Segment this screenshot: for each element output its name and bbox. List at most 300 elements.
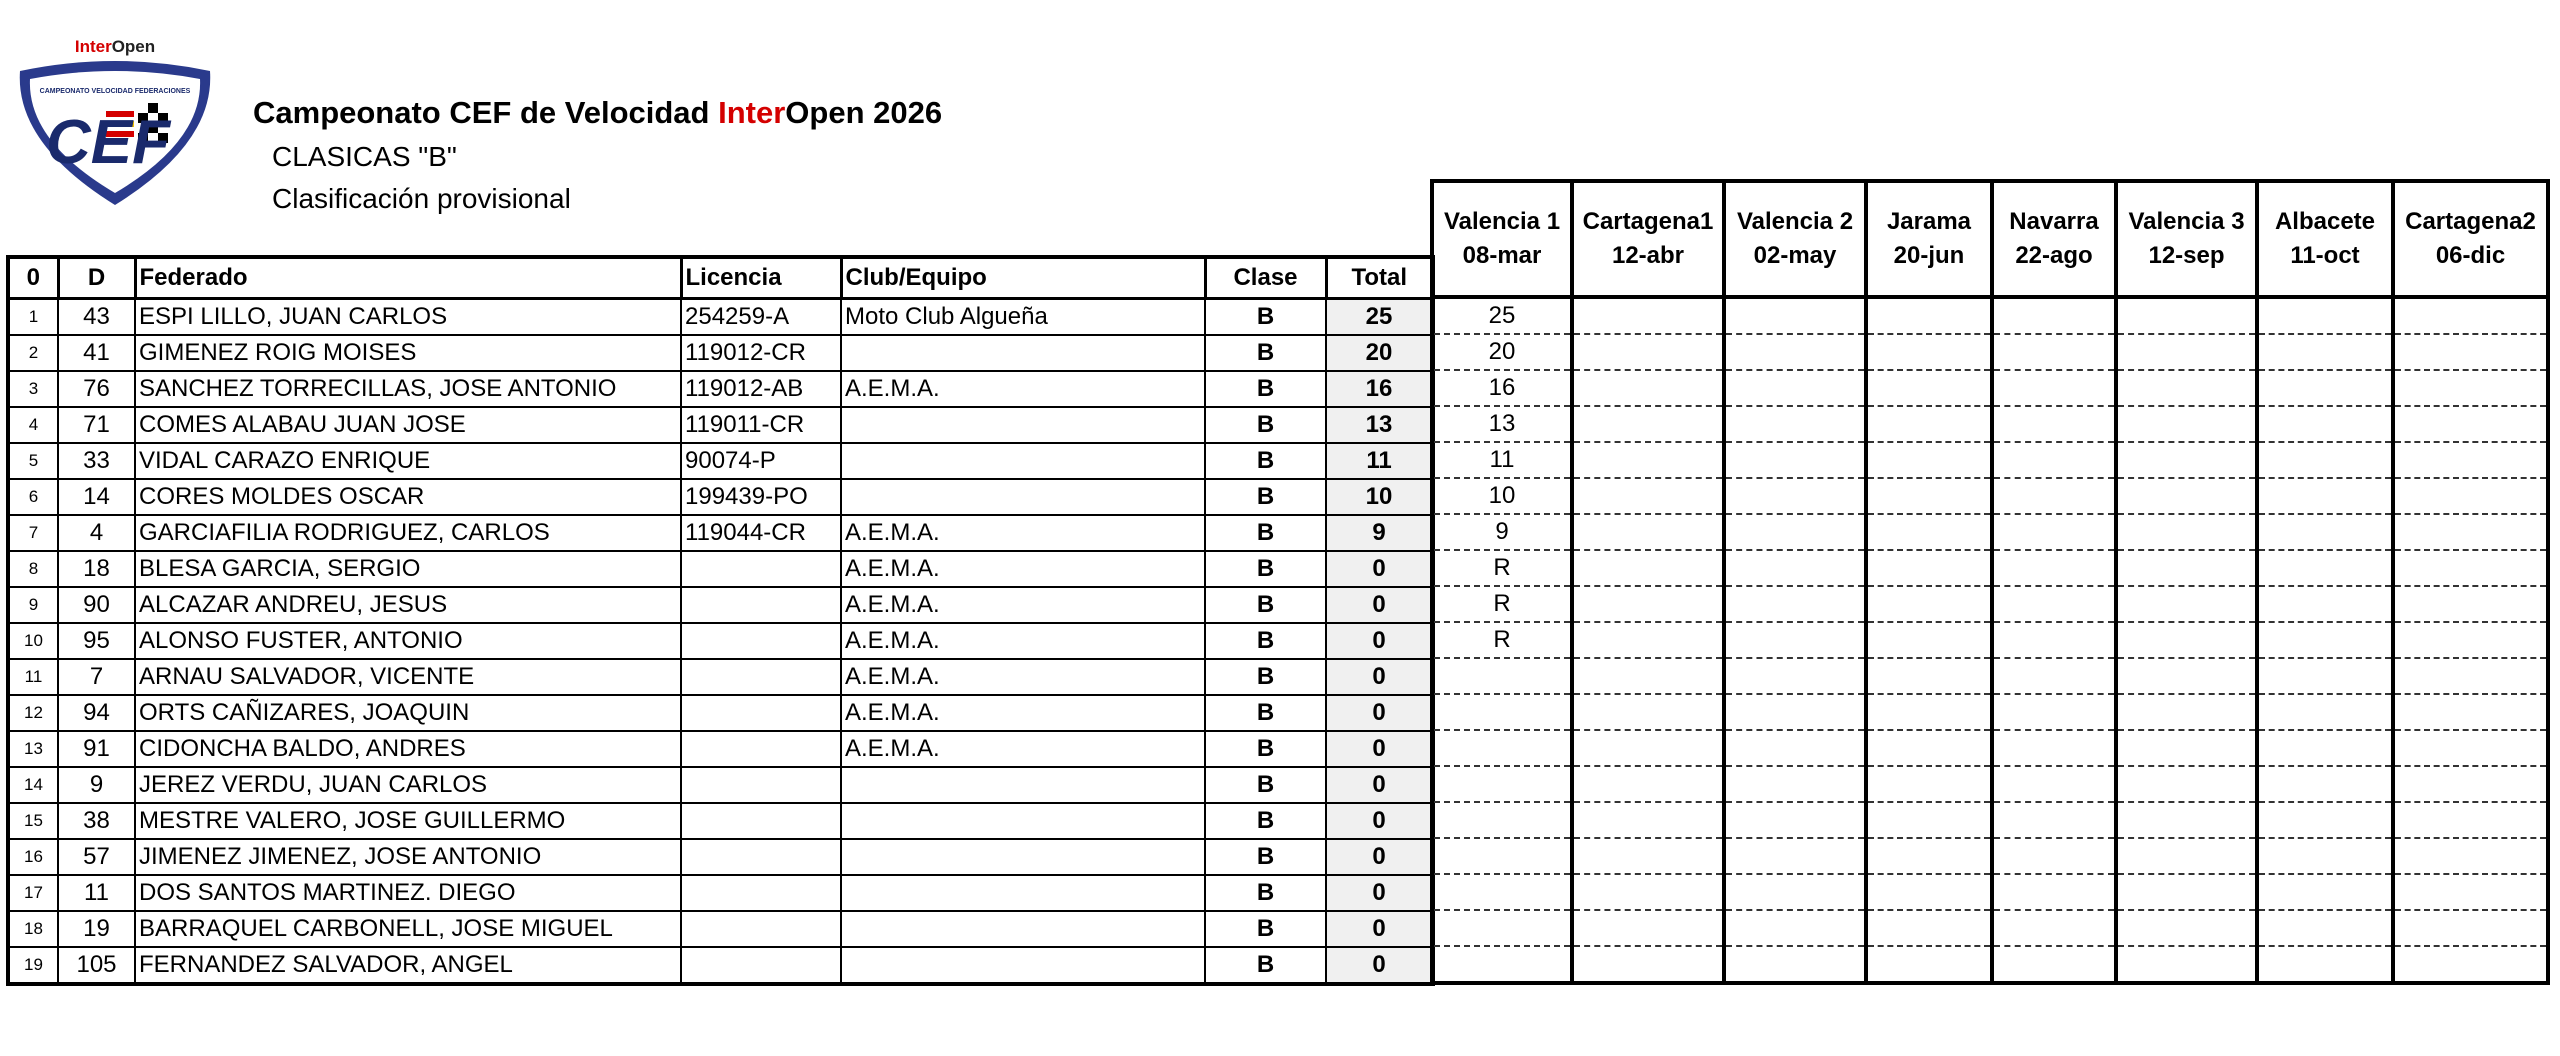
- cell-clase: B: [1205, 515, 1326, 551]
- table-row: [8, 659, 1433, 695]
- event-name: Valencia 1: [1443, 208, 1561, 235]
- event-result-cell: [1866, 874, 1992, 910]
- event-result-cell: [2116, 838, 2257, 874]
- cell-clase: B: [1205, 947, 1326, 984]
- event-result-cell: [1992, 658, 2116, 694]
- cell-licencia: 119044-CR: [681, 515, 841, 551]
- event-result-cell: [2257, 514, 2393, 550]
- event-result-cell: [2116, 766, 2257, 802]
- event-date: 06-dic: [2435, 242, 2506, 269]
- event-results-row: [1432, 297, 2548, 334]
- event-header: [1992, 181, 2116, 297]
- event-result-cell: [1724, 514, 1866, 550]
- event-result-cell: [2257, 910, 2393, 946]
- cell-clase: B: [1205, 335, 1326, 371]
- event-result-cell: [2116, 694, 2257, 730]
- cell-position: 17: [8, 875, 58, 911]
- event-result-cell: [2393, 478, 2548, 514]
- cell-dorsal: 4: [58, 515, 135, 551]
- event-result-cell: [1724, 406, 1866, 442]
- cell-club: A.E.M.A.: [841, 551, 1205, 587]
- cell-dorsal: 11: [58, 875, 135, 911]
- cell-licencia: [681, 839, 841, 875]
- cell-clase: B: [1205, 875, 1326, 911]
- event-results-row: [1432, 550, 2548, 586]
- event-result-cell: [1572, 658, 1724, 694]
- cell-total: 0: [1326, 839, 1433, 875]
- cell-dorsal: 14: [58, 479, 135, 515]
- col-header-pos: 0: [8, 257, 58, 299]
- event-result-cell: [1866, 514, 1992, 550]
- event-result-cell: [2116, 622, 2257, 658]
- cell-dorsal: 90: [58, 587, 135, 623]
- event-result-cell: [1992, 622, 2116, 658]
- event-header: [1724, 181, 1866, 297]
- event-result-cell: R: [1432, 586, 1572, 622]
- cell-total: 0: [1326, 587, 1433, 623]
- event-result-cell: [1432, 946, 1572, 983]
- table-row: [8, 551, 1433, 587]
- cef-interopen-logo: [10, 33, 220, 213]
- cell-club: [841, 839, 1205, 875]
- event-result-cell: [1992, 478, 2116, 514]
- cell-total: 16: [1326, 371, 1433, 407]
- event-result-cell: [1992, 946, 2116, 983]
- event-result-cell: [1866, 370, 1992, 406]
- event-result-cell: R: [1432, 622, 1572, 658]
- cell-position: 16: [8, 839, 58, 875]
- event-result-cell: [1992, 297, 2116, 334]
- event-date: 20-jun: [1893, 242, 1965, 269]
- cell-dorsal: 76: [58, 371, 135, 407]
- event-name: Valencia 2: [1736, 208, 1854, 235]
- cell-dorsal: 19: [58, 911, 135, 947]
- event-result-cell: [1572, 297, 1724, 334]
- event-result-cell: [1992, 586, 2116, 622]
- event-result-cell: [1866, 442, 1992, 478]
- event-result-cell: [1724, 874, 1866, 910]
- cell-federado: ESPI LILLO, JUAN CARLOS: [135, 299, 681, 336]
- table-row: [8, 947, 1433, 984]
- table-row: [8, 839, 1433, 875]
- cell-dorsal: 105: [58, 947, 135, 984]
- event-result-cell: [2393, 550, 2548, 586]
- cell-licencia: [681, 587, 841, 623]
- event-result-cell: [1724, 297, 1866, 334]
- event-result-cell: [2116, 658, 2257, 694]
- event-header: [1572, 181, 1724, 297]
- cell-club: A.E.M.A.: [841, 587, 1205, 623]
- title-part-2: Open 2026: [785, 95, 943, 130]
- event-result-cell: [1992, 406, 2116, 442]
- table-row: [8, 299, 1433, 336]
- event-result-cell: [1866, 910, 1992, 946]
- cell-licencia: [681, 623, 841, 659]
- event-result-cell: [1866, 550, 1992, 586]
- table-row: [8, 335, 1433, 371]
- cell-federado: SANCHEZ TORRECILLAS, JOSE ANTONIO: [135, 371, 681, 407]
- event-results-row: [1432, 874, 2548, 910]
- col-header-club: Club/Equipo: [841, 257, 1205, 299]
- cell-club: [841, 875, 1205, 911]
- cell-federado: JEREZ VERDU, JUAN CARLOS: [135, 767, 681, 803]
- event-result-cell: [2393, 658, 2548, 694]
- event-result-cell: [1724, 946, 1866, 983]
- cell-federado: ALONSO FUSTER, ANTONIO: [135, 623, 681, 659]
- event-results-row: [1432, 730, 2548, 766]
- event-name: Valencia 3: [2128, 208, 2245, 235]
- event-result-cell: [1992, 334, 2116, 370]
- cell-licencia: 119012-CR: [681, 335, 841, 371]
- status-subtitle: Clasificación provisional: [272, 183, 571, 214]
- cell-club: A.E.M.A.: [841, 623, 1205, 659]
- event-date: 12-abr: [1611, 242, 1685, 269]
- cell-position: 15: [8, 803, 58, 839]
- table-header-row: [8, 257, 1433, 299]
- cell-dorsal: 41: [58, 335, 135, 371]
- cell-clase: B: [1205, 479, 1326, 515]
- cell-clase: B: [1205, 443, 1326, 479]
- event-result-cell: [2116, 442, 2257, 478]
- cell-federado: VIDAL CARAZO ENRIQUE: [135, 443, 681, 479]
- cell-position: 12: [8, 695, 58, 731]
- event-result-cell: 13: [1432, 406, 1572, 442]
- event-result-cell: [1572, 406, 1724, 442]
- logo-cef-text: CEF: [46, 108, 170, 177]
- cell-federado: BLESA GARCIA, SERGIO: [135, 551, 681, 587]
- event-result-cell: [2393, 334, 2548, 370]
- cell-position: 1: [8, 299, 58, 336]
- col-header-federado: Federado: [135, 257, 681, 299]
- cell-total: 0: [1326, 695, 1433, 731]
- event-result-cell: [1866, 838, 1992, 874]
- event-result-cell: [1866, 658, 1992, 694]
- event-result-cell: [1572, 874, 1724, 910]
- cell-dorsal: 33: [58, 443, 135, 479]
- event-results-row: [1432, 514, 2548, 550]
- event-results-row: [1432, 802, 2548, 838]
- event-date: 02-may: [1753, 242, 1837, 269]
- event-result-cell: [1724, 694, 1866, 730]
- cell-club: A.E.M.A.: [841, 371, 1205, 407]
- event-result-cell: [2257, 874, 2393, 910]
- cell-federado: GARCIAFILIA RODRIGUEZ, CARLOS: [135, 515, 681, 551]
- event-result-cell: [2393, 910, 2548, 946]
- table-row: [8, 695, 1433, 731]
- event-result-cell: [2393, 874, 2548, 910]
- cell-clase: B: [1205, 371, 1326, 407]
- cell-licencia: 119011-CR: [681, 407, 841, 443]
- event-result-cell: [1992, 730, 2116, 766]
- event-name: Albacete: [2274, 208, 2376, 235]
- event-result-cell: [1992, 694, 2116, 730]
- event-result-cell: [1724, 766, 1866, 802]
- event-result-cell: [1724, 370, 1866, 406]
- event-result-cell: [1572, 514, 1724, 550]
- col-header-total: Total: [1326, 257, 1433, 299]
- event-result-cell: [2393, 622, 2548, 658]
- cell-total: 0: [1326, 947, 1433, 984]
- event-result-cell: [2116, 730, 2257, 766]
- event-results-row: [1432, 658, 2548, 694]
- cell-total: 13: [1326, 407, 1433, 443]
- cell-dorsal: 7: [58, 659, 135, 695]
- cell-total: 0: [1326, 623, 1433, 659]
- cell-clase: B: [1205, 695, 1326, 731]
- cell-licencia: [681, 803, 841, 839]
- event-result-cell: [1992, 766, 2116, 802]
- cell-licencia: [681, 695, 841, 731]
- cell-total: 25: [1326, 299, 1433, 336]
- cell-dorsal: 95: [58, 623, 135, 659]
- event-result-cell: [1866, 334, 1992, 370]
- event-result-cell: [1724, 838, 1866, 874]
- event-result-cell: [1432, 766, 1572, 802]
- event-result-cell: 16: [1432, 370, 1572, 406]
- logo-open-text: Open: [111, 37, 156, 56]
- event-result-cell: [1432, 838, 1572, 874]
- event-result-cell: [1572, 730, 1724, 766]
- cell-licencia: [681, 875, 841, 911]
- cell-club: [841, 767, 1205, 803]
- event-results-row: [1432, 370, 2548, 406]
- cell-federado: CIDONCHA BALDO, ANDRES: [135, 731, 681, 767]
- event-result-cell: [2116, 370, 2257, 406]
- cell-position: 18: [8, 911, 58, 947]
- event-result-cell: [1992, 550, 2116, 586]
- cell-club: A.E.M.A.: [841, 695, 1205, 731]
- event-result-cell: [2116, 334, 2257, 370]
- cell-federado: COMES ALABAU JUAN JOSE: [135, 407, 681, 443]
- event-result-cell: [1432, 694, 1572, 730]
- event-header: [1432, 181, 1572, 297]
- cell-club: [841, 335, 1205, 371]
- cell-dorsal: 18: [58, 551, 135, 587]
- col-header-clase: Clase: [1205, 257, 1326, 299]
- cell-clase: B: [1205, 767, 1326, 803]
- event-results-row: [1432, 946, 2548, 983]
- logo-ring-text: CAMPEONATO VELOCIDAD FEDERACIONES: [39, 88, 191, 95]
- cell-total: 0: [1326, 731, 1433, 767]
- event-name: Cartagena1: [1582, 208, 1714, 235]
- event-results-row: [1432, 334, 2548, 370]
- event-results-row: [1432, 442, 2548, 478]
- cell-licencia: [681, 551, 841, 587]
- cell-federado: BARRAQUEL CARBONELL, JOSE MIGUEL: [135, 911, 681, 947]
- event-result-cell: [1724, 478, 1866, 514]
- event-result-cell: [2116, 586, 2257, 622]
- table-row: [8, 911, 1433, 947]
- event-result-cell: [1992, 370, 2116, 406]
- event-result-cell: [1724, 550, 1866, 586]
- event-result-cell: [1572, 946, 1724, 983]
- event-result-cell: [2257, 370, 2393, 406]
- event-results-row: [1432, 622, 2548, 658]
- cell-position: 8: [8, 551, 58, 587]
- standings-table: [6, 255, 1435, 986]
- event-date: 08-mar: [1462, 242, 1542, 269]
- event-result-cell: 11: [1432, 442, 1572, 478]
- event-result-cell: [2116, 910, 2257, 946]
- col-header-dorsal: D: [58, 257, 135, 299]
- cell-federado: ORTS CAÑIZARES, JOAQUIN: [135, 695, 681, 731]
- event-date: 22-ago: [2015, 242, 2093, 269]
- table-row: [8, 371, 1433, 407]
- cell-clase: B: [1205, 803, 1326, 839]
- cell-position: 7: [8, 515, 58, 551]
- cell-position: 19: [8, 947, 58, 984]
- event-result-cell: [1992, 442, 2116, 478]
- event-result-cell: [2116, 550, 2257, 586]
- event-result-cell: [2116, 874, 2257, 910]
- cell-dorsal: 43: [58, 299, 135, 336]
- event-result-cell: [2116, 297, 2257, 334]
- event-result-cell: [2257, 694, 2393, 730]
- cell-licencia: 119012-AB: [681, 371, 841, 407]
- event-result-cell: [1866, 297, 1992, 334]
- event-date: 11-oct: [2290, 242, 2360, 269]
- event-result-cell: [1866, 694, 1992, 730]
- cell-club: [841, 407, 1205, 443]
- event-header: [1866, 181, 1992, 297]
- cell-position: 14: [8, 767, 58, 803]
- event-results-row: [1432, 586, 2548, 622]
- cell-club: [841, 803, 1205, 839]
- event-result-cell: [1992, 838, 2116, 874]
- cell-clase: B: [1205, 551, 1326, 587]
- cell-licencia: [681, 911, 841, 947]
- cell-club: [841, 947, 1205, 984]
- event-result-cell: [2116, 802, 2257, 838]
- cell-licencia: [681, 659, 841, 695]
- table-row: [8, 731, 1433, 767]
- event-result-cell: [1866, 766, 1992, 802]
- event-result-cell: [2257, 802, 2393, 838]
- cell-licencia: 90074-P: [681, 443, 841, 479]
- event-result-cell: [2393, 297, 2548, 334]
- event-result-cell: [1724, 586, 1866, 622]
- event-result-cell: [1572, 622, 1724, 658]
- events-header-row: [1432, 181, 2548, 297]
- event-result-cell: [2393, 802, 2548, 838]
- event-name: Cartagena2: [2405, 208, 2536, 235]
- cell-licencia: [681, 767, 841, 803]
- event-result-cell: [2257, 622, 2393, 658]
- page-title: [253, 95, 942, 131]
- cell-total: 0: [1326, 659, 1433, 695]
- cell-clase: B: [1205, 731, 1326, 767]
- event-result-cell: [1724, 910, 1866, 946]
- event-result-cell: [1432, 730, 1572, 766]
- table-row: [8, 803, 1433, 839]
- event-result-cell: [2116, 514, 2257, 550]
- event-result-cell: [2116, 478, 2257, 514]
- cell-federado: FERNANDEZ SALVADOR, ANGEL: [135, 947, 681, 984]
- col-header-licencia: Licencia: [681, 257, 841, 299]
- event-results-row: [1432, 766, 2548, 802]
- event-result-cell: [1572, 442, 1724, 478]
- event-result-cell: [2257, 730, 2393, 766]
- event-result-cell: [2257, 658, 2393, 694]
- event-result-cell: [2116, 406, 2257, 442]
- cell-dorsal: 71: [58, 407, 135, 443]
- event-result-cell: [1866, 622, 1992, 658]
- cell-licencia: [681, 731, 841, 767]
- cell-federado: ARNAU SALVADOR, VICENTE: [135, 659, 681, 695]
- logo-inter-text: Inter: [74, 37, 112, 56]
- table-row: [8, 623, 1433, 659]
- cell-total: 0: [1326, 875, 1433, 911]
- event-result-cell: [2393, 442, 2548, 478]
- cell-licencia: 199439-PO: [681, 479, 841, 515]
- event-result-cell: [1572, 694, 1724, 730]
- event-header: [2393, 181, 2548, 297]
- event-result-cell: [2257, 297, 2393, 334]
- cell-total: 10: [1326, 479, 1433, 515]
- event-result-cell: [2393, 946, 2548, 983]
- event-header: [2116, 181, 2257, 297]
- event-result-cell: [1866, 586, 1992, 622]
- cell-position: 11: [8, 659, 58, 695]
- event-result-cell: [1724, 334, 1866, 370]
- event-result-cell: [2393, 694, 2548, 730]
- event-result-cell: [1432, 802, 1572, 838]
- event-result-cell: [1724, 622, 1866, 658]
- cell-position: 3: [8, 371, 58, 407]
- event-result-cell: [2257, 766, 2393, 802]
- event-result-cell: [1572, 478, 1724, 514]
- event-result-cell: [1432, 910, 1572, 946]
- event-result-cell: [2393, 514, 2548, 550]
- table-row: [8, 407, 1433, 443]
- event-result-cell: [2257, 550, 2393, 586]
- event-results-row: [1432, 406, 2548, 442]
- event-result-cell: [2393, 838, 2548, 874]
- event-result-cell: [1992, 802, 2116, 838]
- cell-dorsal: 9: [58, 767, 135, 803]
- cell-clase: B: [1205, 407, 1326, 443]
- event-result-cell: [2116, 946, 2257, 983]
- cell-club: [841, 479, 1205, 515]
- cell-clase: B: [1205, 911, 1326, 947]
- event-result-cell: [2257, 334, 2393, 370]
- cell-federado: MESTRE VALERO, JOSE GUILLERMO: [135, 803, 681, 839]
- event-result-cell: 25: [1432, 297, 1572, 334]
- table-row: [8, 515, 1433, 551]
- cell-club: A.E.M.A.: [841, 515, 1205, 551]
- event-result-cell: [1572, 766, 1724, 802]
- event-result-cell: [1724, 658, 1866, 694]
- event-result-cell: [1992, 910, 2116, 946]
- table-row: [8, 767, 1433, 803]
- event-result-cell: [1724, 730, 1866, 766]
- cell-club: A.E.M.A.: [841, 731, 1205, 767]
- table-row: [8, 443, 1433, 479]
- event-result-cell: 10: [1432, 478, 1572, 514]
- event-result-cell: [2257, 586, 2393, 622]
- event-result-cell: [1572, 910, 1724, 946]
- event-result-cell: [1572, 838, 1724, 874]
- event-result-cell: [1992, 514, 2116, 550]
- cell-federado: ALCAZAR ANDREU, JESUS: [135, 587, 681, 623]
- cell-position: 13: [8, 731, 58, 767]
- event-results-row: [1432, 478, 2548, 514]
- cell-licencia: [681, 947, 841, 984]
- cell-dorsal: 91: [58, 731, 135, 767]
- cell-club: Moto Club Algueña: [841, 299, 1205, 336]
- cell-federado: CORES MOLDES OSCAR: [135, 479, 681, 515]
- cell-federado: DOS SANTOS MARTINEZ. DIEGO: [135, 875, 681, 911]
